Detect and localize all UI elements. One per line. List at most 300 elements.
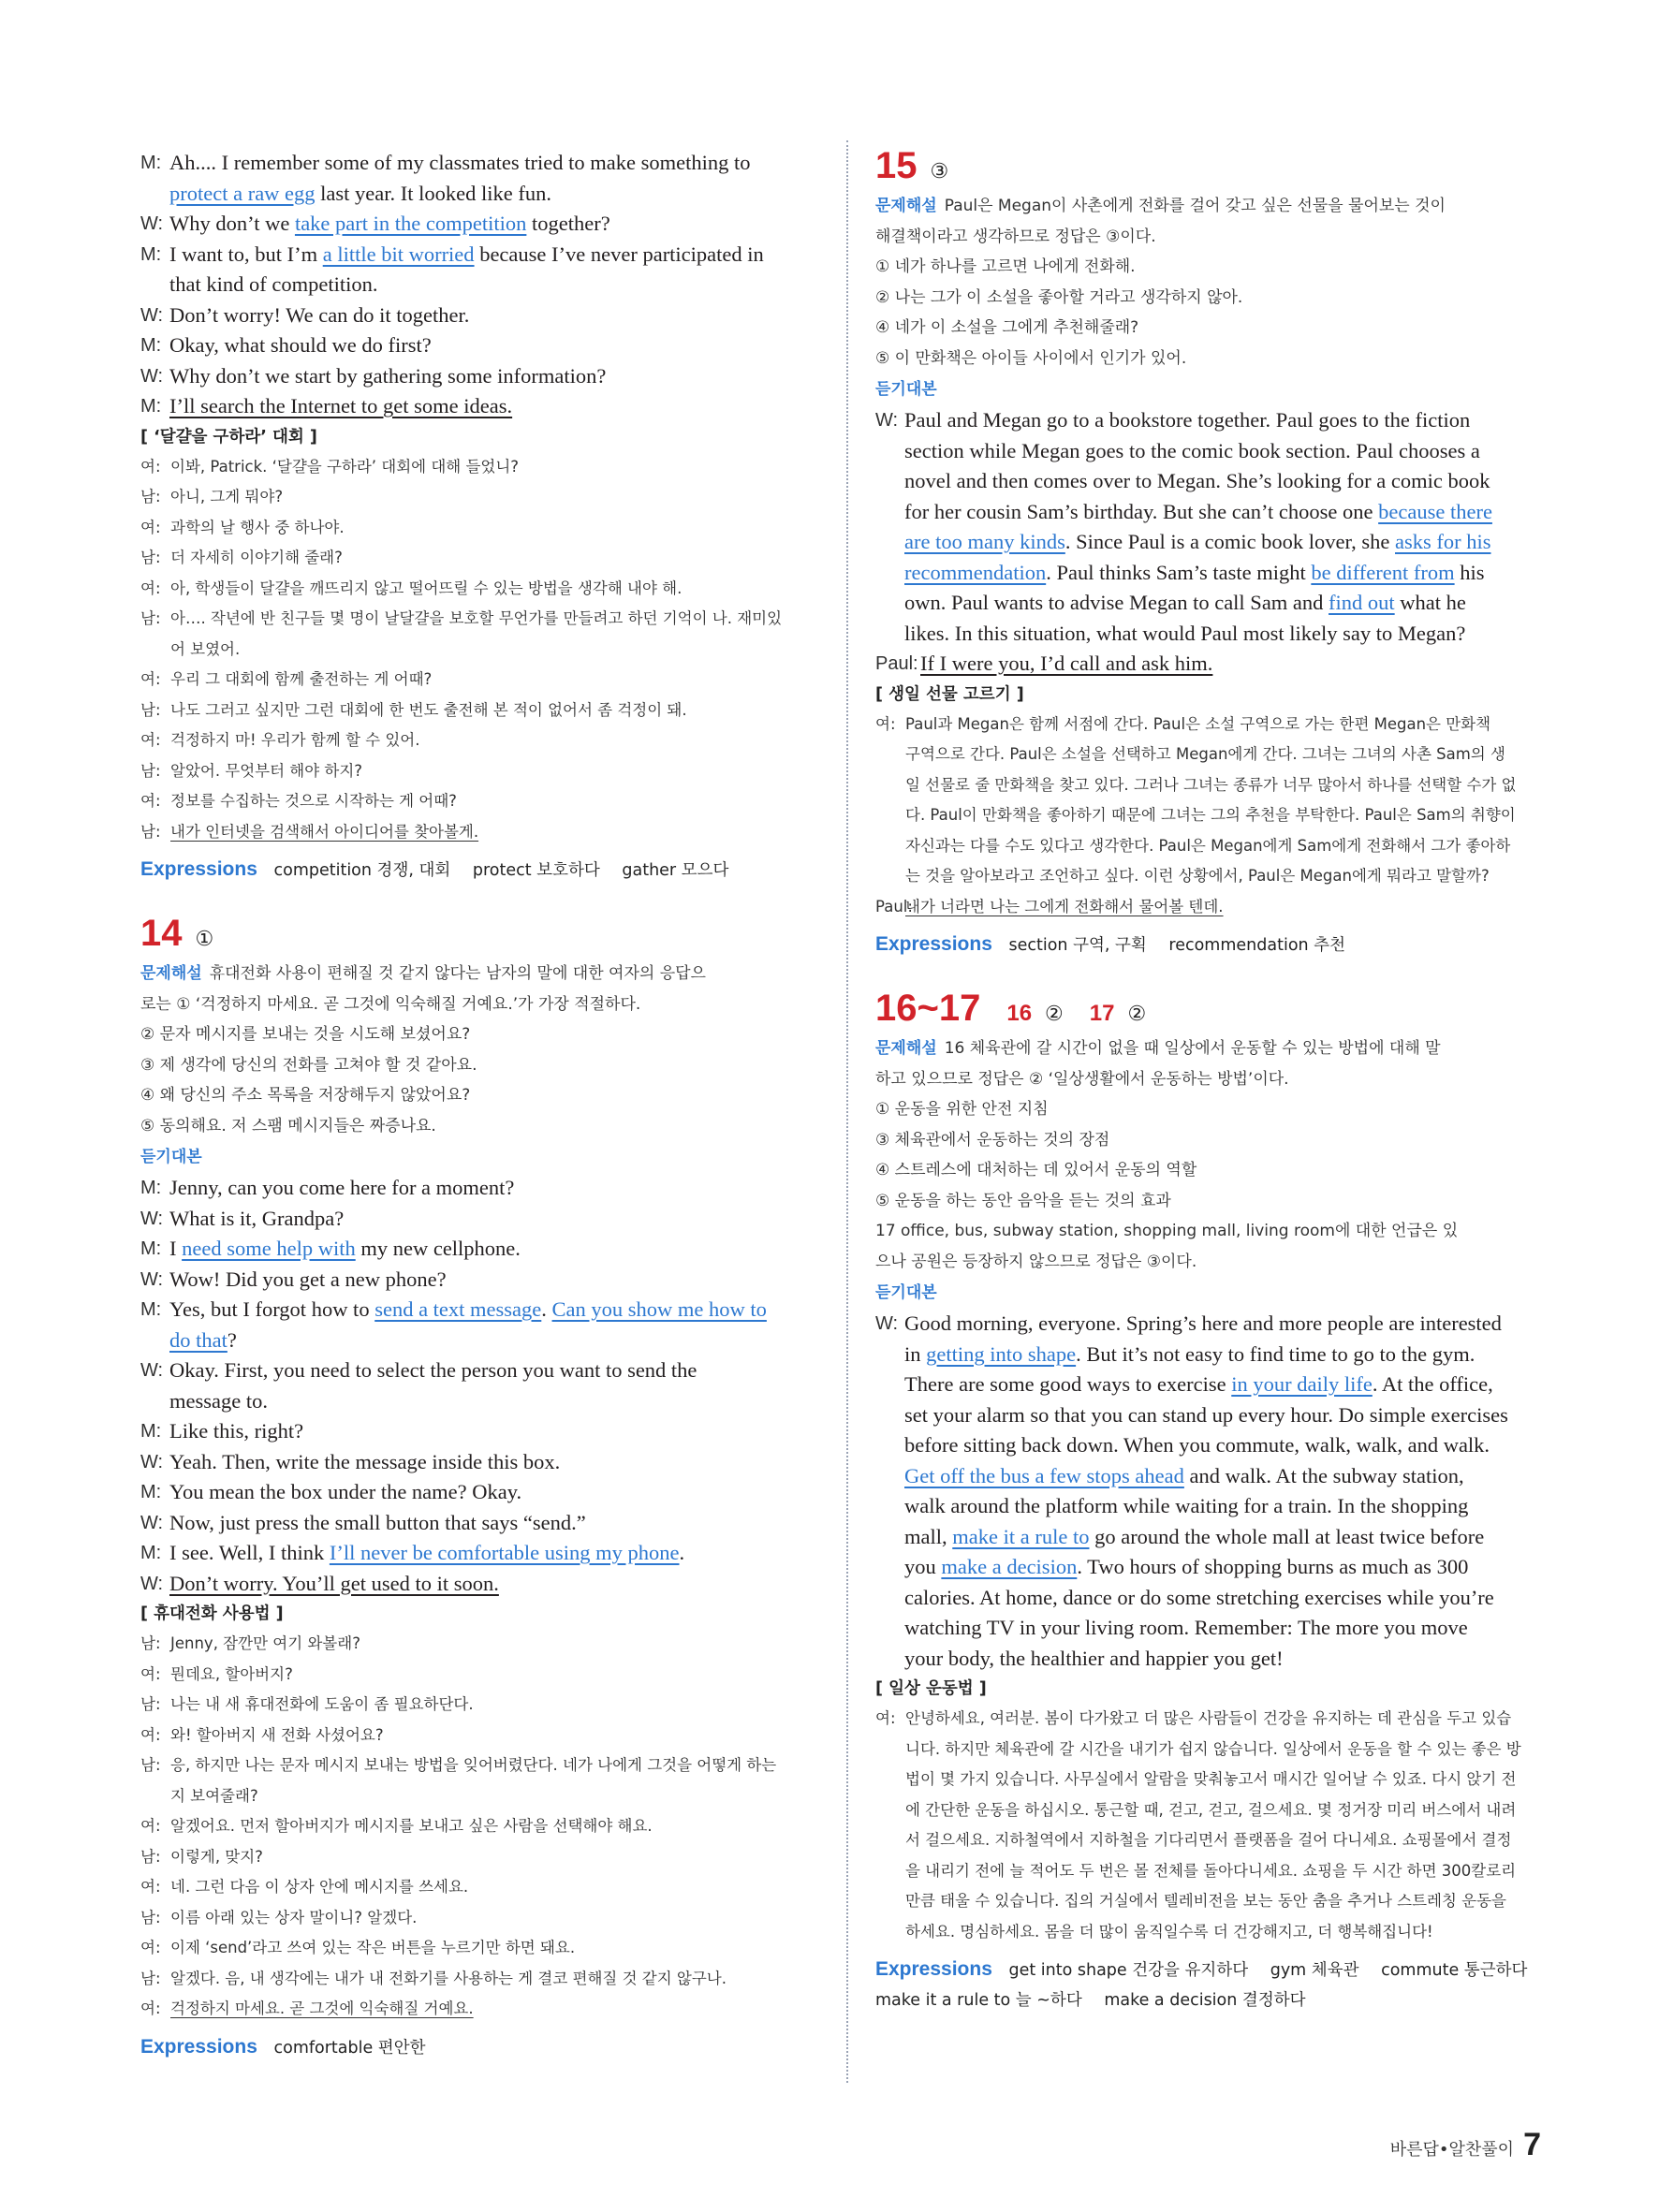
- dialogue-line: [140, 391, 810, 422]
- speaker-label: 여:: [140, 1664, 161, 1683]
- expression-item: gather 모으다: [622, 861, 729, 880]
- dialogue-line: [875, 466, 1545, 497]
- speaker-label: 남:: [140, 761, 161, 780]
- korean-line: [140, 1751, 810, 1781]
- plain-text: 이렇게, 맞지?: [170, 1847, 263, 1866]
- korean-line: [875, 710, 1545, 740]
- speaker-label: [875, 1522, 904, 1553]
- plain-text: . Since Paul is a comic book lover, she: [1064, 530, 1395, 553]
- plain-text: Paul and Megan go to a bookstore together. Paul goes to the fiction: [904, 408, 1471, 432]
- option-line: ④ 왜 당신의 주소 목록을 저장해두지 않았어요?: [140, 1086, 471, 1105]
- line-text: [169, 240, 810, 271]
- plain-text: Like this, right?: [169, 1419, 304, 1443]
- plain-text: 을 내리기 전에 늘 적어도 두 번은 몰 전체를 돌아다니세요. 쇼핑을 두 시간 하면 300칼로리: [905, 1861, 1517, 1880]
- line-text: [904, 1370, 1545, 1400]
- plain-text: section while Megan goes to the comic book section. Paul chooses a: [904, 438, 1480, 462]
- option-line: ② 나는 그가 이 소설을 좋아할 거라고 생각하지 않아.: [875, 287, 1243, 307]
- korean-line: [875, 861, 1545, 892]
- line-text: [905, 861, 1545, 892]
- expression-item: protect 보호하다: [472, 861, 600, 880]
- speaker-label: W:: [140, 1268, 164, 1290]
- dialogue-q14: [140, 1173, 810, 1599]
- speaker-label: W:: [140, 365, 164, 387]
- dialogue-line: [140, 1569, 810, 1600]
- plain-text: 하세요. 명심하세요. 몸을 더 많이 움직일수록 더 건강해지고, 더 행복해집니다!: [905, 1922, 1433, 1941]
- line-text: [169, 209, 810, 240]
- plain-text: 와! 할아버지 새 전화 사셨어요?: [170, 1725, 384, 1744]
- line-text: [905, 800, 1545, 831]
- dialogue-line: [140, 1204, 810, 1235]
- script-label: 듣기대본: [140, 1148, 202, 1166]
- speaker-label: [875, 1370, 904, 1400]
- plain-text: .: [679, 1541, 685, 1564]
- line-text: [904, 619, 1545, 650]
- explanation-q15: 문제해설 Paul은 Megan이 사촌에게 전화를 걸어 갖고 싶은 선물을 물어보는 것이: [875, 197, 1446, 215]
- line-text: [905, 1856, 1545, 1887]
- plain-text: because I’ve never participated in: [474, 242, 764, 266]
- speaker-label: [875, 1340, 904, 1370]
- speaker-label: [875, 1917, 905, 1948]
- line-text: [904, 1461, 1545, 1492]
- plain-text: 네. 그런 다음 이 상자 안에 메시지를 쓰세요.: [170, 1878, 469, 1896]
- speaker-label: 남:: [140, 822, 161, 841]
- dialogue-line: [875, 649, 1545, 680]
- korean-line: [875, 1856, 1545, 1887]
- korean-line: [875, 800, 1545, 831]
- dialogue-line: [875, 436, 1545, 467]
- plain-text: last year. It looked like fun.: [315, 181, 551, 205]
- plain-text: Don’t worry! We can do it together.: [169, 302, 470, 327]
- line-text: [169, 1295, 810, 1326]
- speaker-label: [875, 1583, 904, 1614]
- line-text: [904, 436, 1545, 467]
- korean-line: [140, 482, 810, 513]
- option-line: ① 운동을 위한 안전 지침: [875, 1100, 1049, 1119]
- speaker-label: M:: [140, 1299, 162, 1320]
- expression-item: gym 체육관: [1270, 1961, 1359, 1980]
- line-text: [169, 1508, 810, 1539]
- line-text: [904, 1400, 1545, 1431]
- plain-text: mall,: [904, 1524, 953, 1548]
- speaker-label: [875, 1491, 904, 1522]
- question-number-17: 17: [1089, 1001, 1115, 1026]
- speaker-label: 여:: [140, 1939, 161, 1956]
- korean-line: [140, 786, 810, 817]
- plain-text: 서 걸으세요. 지하철역에서 지하철을 기다리면서 플랫폼을 걸어 다니세요. 쇼핑몰에서 결정: [905, 1831, 1512, 1849]
- plain-text: watching TV in your living room. Remember: The more you move: [904, 1616, 1468, 1639]
- expression-item: comfortable 편안한: [273, 2038, 426, 2058]
- speaker-label: [875, 861, 905, 892]
- expression-item: recommendation 추천: [1168, 936, 1345, 955]
- explanation-label: 문제해설: [140, 964, 202, 983]
- line-text: [170, 1842, 810, 1873]
- plain-text: 나는 내 새 휴대전화에 도움이 좀 필요하단다.: [170, 1695, 474, 1713]
- speaker-label: W:: [140, 304, 164, 326]
- dialogue-line: [140, 300, 810, 331]
- answer-text: If I were you, I’d call and ask him.: [920, 652, 1213, 675]
- line-text: [170, 604, 810, 635]
- plain-text: 걱정하지 마! 우리가 함께 할 수 있어.: [170, 731, 420, 749]
- key-phrase: a little bit worried: [322, 242, 475, 266]
- key-phrase: be different from: [1311, 560, 1455, 584]
- line-text: [170, 574, 810, 605]
- dialogue-line: [140, 1538, 810, 1569]
- plain-text: your body, the healthier and happier you get!: [904, 1646, 1284, 1670]
- plain-text: Yes, but I forgot how to: [169, 1297, 375, 1321]
- plain-text: 다. Paul이 만화책을 좋아하기 때문에 그녀는 그의 추천을 부탁한다. Paul은 Sam의 취향이: [905, 806, 1516, 824]
- speaker-label: 남:: [140, 1969, 161, 1987]
- korean-line: [140, 1629, 810, 1660]
- expressions-q13: [140, 855, 810, 886]
- explanation-line: 으나 공원은 등장하지 않으므로 정답은 ③이다.: [875, 1252, 1197, 1271]
- plain-text: I see. Well, I think: [169, 1541, 330, 1564]
- plain-text: for her cousin Sam’s birthday. But she can’t choose one: [904, 499, 1379, 523]
- speaker-label: M:: [140, 153, 162, 173]
- dialogue-line: [140, 148, 810, 179]
- dialogue-line: [875, 1522, 1545, 1553]
- korean-line: [875, 1795, 1545, 1826]
- korean-line: [140, 1872, 810, 1903]
- korean-line: [875, 1735, 1545, 1765]
- plain-text: before sitting back down. When you commute, walk, walk, and walk.: [904, 1433, 1490, 1457]
- korean-title: [ 일상 운동법 ]: [875, 1679, 987, 1698]
- line-text: [169, 361, 810, 392]
- speaker-label: 여:: [140, 518, 161, 536]
- dialogue-line: [875, 1613, 1545, 1644]
- line-text: [170, 1781, 810, 1812]
- line-text: [169, 270, 810, 300]
- plain-text: 니다. 하지만 체육관에 갈 시간을 내기가 쉽지 않습니다. 일상에서 운동을 할 수 있는 좋은 방: [905, 1739, 1521, 1758]
- line-text: [170, 1964, 810, 1995]
- dialogue-line: [875, 1430, 1545, 1461]
- speaker-label: [875, 497, 904, 528]
- right-column: [875, 145, 1545, 2015]
- line-text: [170, 1872, 810, 1903]
- speaker-label: M:: [140, 1421, 162, 1442]
- speaker-label: W:: [140, 1360, 164, 1381]
- plain-text: Okay, what should we do first?: [169, 333, 432, 357]
- plain-text: Wow! Did you get a new phone?: [169, 1267, 447, 1291]
- line-text: [904, 558, 1545, 589]
- dialogue-line: [875, 1309, 1545, 1340]
- plain-text: set your alarm so that you can stand up every hour. Do simple exercises: [904, 1402, 1508, 1427]
- question-number-16: 16: [1006, 1001, 1033, 1026]
- korean-line: [140, 574, 810, 605]
- plain-text: You mean the box under the name? Okay.: [169, 1480, 522, 1503]
- korean-line: [140, 1690, 810, 1721]
- line-text: [170, 786, 810, 817]
- line-text: [920, 649, 1545, 680]
- speaker-label: 여:: [140, 2000, 161, 2017]
- line-text: [169, 1416, 810, 1447]
- line-text: [170, 1660, 810, 1691]
- speaker-label: [140, 179, 169, 210]
- line-text: [905, 1917, 1545, 1948]
- line-text: [905, 1825, 1545, 1856]
- speaker-label: W:: [140, 1512, 164, 1533]
- line-text: [904, 1340, 1545, 1370]
- plain-text: Ah.... I remember some of my classmates tried to make something to: [169, 151, 751, 174]
- speaker-label: 여:: [140, 457, 161, 476]
- speaker-label: M:: [140, 335, 162, 356]
- speaker-label: [875, 436, 904, 467]
- dialogue-line: [140, 330, 810, 361]
- speaker-label: W:: [140, 1573, 164, 1594]
- plain-text: together?: [526, 212, 610, 235]
- speaker-label: [875, 1644, 904, 1675]
- option-line: ⑤ 동의해요. 저 스팸 메시지들은 짜증나요.: [140, 1116, 436, 1135]
- key-phrase: make a decision: [941, 1555, 1078, 1578]
- korean-line: [140, 543, 810, 574]
- speaker-label: [875, 527, 904, 558]
- line-text: [170, 1721, 810, 1751]
- speaker-label: W:: [875, 410, 899, 431]
- korean-line: [140, 635, 810, 666]
- speaker-label: 여:: [140, 670, 161, 688]
- line-text: [904, 1522, 1545, 1553]
- line-text: [169, 1386, 810, 1417]
- expression-item: commute 통근하다: [1381, 1961, 1528, 1980]
- option-line: ② 문자 메시지를 보내는 것을 시도해 보셨어요?: [140, 1025, 471, 1044]
- plain-text: . Two hours of shopping burns as much as 300: [1077, 1555, 1469, 1578]
- explanation-label: 문제해설: [875, 197, 937, 215]
- question-header-16-17: [875, 983, 1545, 1033]
- key-phrase: take part in the competition: [294, 212, 527, 235]
- plain-text: .: [541, 1297, 552, 1321]
- plain-text: 나도 그러고 싶지만 그런 대회에 한 번도 출전해 본 적이 없어서 좀 걱정이 돼.: [170, 700, 687, 719]
- explanation-line: 해결책이라고 생각하므로 정답은 ③이다.: [875, 227, 1156, 246]
- speaker-label: M:: [140, 1543, 162, 1563]
- speaker-label: M:: [140, 243, 162, 265]
- line-text: [904, 1644, 1545, 1675]
- plain-text: Jenny, 잠깐만 여기 와볼래?: [170, 1634, 360, 1652]
- korean-line: [875, 831, 1545, 862]
- line-text: [170, 635, 810, 666]
- plain-text: 에 간단한 운동을 하십시오. 통근할 때, 걷고, 걷고, 걸으세요. 몇 정거장 미리 버스에서 내려: [905, 1800, 1517, 1819]
- speaker-label: W:: [140, 1451, 164, 1472]
- plain-text: 일 선물로 줄 만화책을 찾고 있다. 그러나 그녀는 종류가 너무 많아서 하나를 선택할 수가 없: [905, 775, 1517, 794]
- question-header-14: [140, 908, 810, 959]
- line-text: [169, 391, 810, 422]
- line-text: [169, 1447, 810, 1478]
- dialogue-line: [140, 361, 810, 392]
- explanation-q14: 문제해설 휴대전화 사용이 편해질 것 같지 않다는 남자의 말에 대한 여자의 응답으: [140, 964, 706, 983]
- speaker-label: Paul:: [875, 653, 918, 674]
- line-text: [169, 330, 810, 361]
- explanation-line: 로는 ① ‘걱정하지 마세요. 곧 그것에 익숙해질 거예요.’가 가장 적절하다.: [140, 994, 641, 1014]
- plain-text: go around the whole mall at least twice before: [1089, 1524, 1485, 1548]
- plain-text: 자신과는 다를 수도 있다고 생각한다. Paul은 Megan에게 Sam에게 전화해서 그가 좋아하: [905, 836, 1511, 855]
- speaker-label: [875, 740, 905, 770]
- speaker-label: [875, 1825, 905, 1856]
- korean-line: [140, 1660, 810, 1691]
- plain-text: 알겠어요. 먼저 할아버지가 메시지를 보내고 싶은 사람을 선택해야 해요.: [170, 1817, 653, 1835]
- option-line: ⑤ 이 만화책은 아이들 사이에서 인기가 있어.: [875, 348, 1187, 368]
- speaker-label: 남:: [140, 1634, 161, 1652]
- speaker-label: M:: [140, 1178, 162, 1198]
- speaker-label: [875, 1856, 905, 1887]
- speaker-label: [875, 1765, 905, 1795]
- plain-text: 이름 아래 있는 상자 말이니? 알겠다.: [170, 1908, 418, 1926]
- korean-line: [875, 1765, 1545, 1795]
- korean-line: [875, 1917, 1545, 1948]
- answer-mark: ①: [195, 927, 214, 950]
- dialogue-line: [875, 1644, 1545, 1675]
- speaker-label: [140, 1781, 170, 1812]
- explanation-label: 문제해설: [875, 1039, 937, 1058]
- line-text: [170, 452, 810, 483]
- korean-line: [875, 740, 1545, 770]
- answer-text: Don’t worry. You’ll get used to it soon.: [169, 1571, 499, 1595]
- line-text: [904, 466, 1545, 497]
- line-text: [905, 1795, 1545, 1826]
- korean-title: [ 생일 선물 고르기 ]: [875, 684, 1024, 704]
- korean-translation-q14: [140, 1629, 810, 2025]
- line-text: [170, 482, 810, 513]
- answer-text: 걱정하지 마세요. 곧 그것에 익숙해질 거예요.: [170, 2000, 474, 2017]
- line-text: [170, 817, 810, 848]
- dialogue-line: [140, 1477, 810, 1508]
- plain-text: 알겠다. 음, 내 생각에는 내가 내 전화기를 사용하는 게 결코 편해질 것 같지 않구나.: [170, 1969, 727, 1987]
- plain-text: 이제 ‘send’라고 쓰여 있는 작은 버튼을 누르기만 하면 돼요.: [170, 1939, 576, 1956]
- korean-translation-q13: [140, 452, 810, 848]
- dialogue-line: [875, 1491, 1545, 1522]
- option-line: ④ 네가 이 소설을 그에게 추천해줄래?: [875, 318, 1139, 337]
- speaker-label: 여:: [140, 579, 161, 597]
- plain-text: own. Paul wants to advise Megan to call Sam and: [904, 591, 1329, 614]
- plain-text: I want to, but I’m: [169, 242, 323, 266]
- speaker-label: [875, 1552, 904, 1583]
- line-text: [904, 1309, 1545, 1340]
- plain-text: . But it’s not easy to find time to go to the gym.: [1076, 1341, 1475, 1366]
- expression-item: make it a rule to 늘 ~하다: [875, 1991, 1082, 2010]
- plain-text: calories. At home, dance or do some stretching exercises while you’re: [904, 1585, 1494, 1609]
- column-divider: [846, 140, 848, 2083]
- key-phrase: in your daily life: [1231, 1372, 1373, 1396]
- dialogue-line: [140, 1265, 810, 1296]
- plain-text: 안녕하세요, 여러분. 봄이 다가왔고 더 많은 사람들이 건강을 유지하는 데 관심을 두고 있습: [905, 1709, 1512, 1727]
- dialogue-line: [875, 527, 1545, 558]
- line-text: [170, 513, 810, 544]
- plain-text: that kind of competition.: [169, 272, 378, 296]
- question-number: 15: [875, 145, 918, 186]
- korean-line: [140, 1964, 810, 1995]
- line-text: [905, 740, 1545, 770]
- plain-text: 아, 학생들이 달걀을 깨뜨리지 않고 떨어뜨릴 수 있는 방법을 생각해 내야 해.: [170, 579, 683, 597]
- plain-text: walk around the platform while waiting for a train. In the shopping: [904, 1494, 1469, 1517]
- speaker-label: M:: [140, 1482, 162, 1502]
- plain-text: . Paul thinks Sam’s taste might: [1046, 560, 1312, 584]
- script-label: 듣기대본: [875, 380, 937, 399]
- expression-item: make a decision 결정하다: [1104, 1991, 1306, 2010]
- line-text: [169, 1204, 810, 1235]
- line-text: [904, 1583, 1545, 1614]
- line-text: [170, 756, 810, 787]
- plain-text: ?: [227, 1327, 237, 1352]
- question-number: 16~17: [875, 988, 981, 1029]
- speaker-label: [875, 1886, 905, 1917]
- speaker-label: W:: [875, 1313, 899, 1334]
- speaker-label: 여:: [140, 1817, 161, 1835]
- key-phrase: do that: [169, 1327, 228, 1352]
- korean-line: [875, 1704, 1545, 1735]
- dialogue-line: [875, 405, 1545, 436]
- dialogue-line: [875, 619, 1545, 650]
- dialogue-line: [875, 588, 1545, 619]
- dialogue-line: [140, 1234, 810, 1265]
- left-column: [140, 148, 810, 2063]
- korean-line: [875, 1886, 1545, 1917]
- line-text: [905, 831, 1545, 862]
- dialogue-line: [140, 1326, 810, 1356]
- speaker-label: 남:: [140, 1908, 161, 1926]
- speaker-label: 여:: [140, 731, 161, 749]
- key-phrase: protect a raw egg: [169, 181, 316, 205]
- key-phrase: need some help with: [182, 1237, 356, 1260]
- expressions-label: Expressions: [140, 2035, 257, 2058]
- expressions-q15: [875, 930, 1545, 960]
- korean-line: [140, 696, 810, 726]
- line-text: [170, 1629, 810, 1660]
- explanation-q17: 17 office, bus, subway station, shopping mall, living room에 대한 언급은 있: [875, 1222, 1459, 1240]
- korean-line: [140, 1933, 810, 1964]
- line-text: [170, 1751, 810, 1781]
- option-line: ③ 제 생각에 당신의 전화를 고쳐야 할 것 같아요.: [140, 1055, 477, 1075]
- line-text: [904, 1430, 1545, 1461]
- korean-translation-q16-17: [875, 1704, 1545, 1947]
- korean-line: [140, 1811, 810, 1842]
- dialogue-line: [875, 497, 1545, 528]
- speaker-label: W:: [140, 1208, 164, 1229]
- speaker-label: W:: [140, 213, 164, 234]
- dialogue-line: [140, 1386, 810, 1417]
- key-phrase: asks for his: [1395, 530, 1491, 553]
- speaker-label: [875, 800, 905, 831]
- plain-text: I: [169, 1237, 183, 1260]
- expressions-label: Expressions: [875, 1958, 992, 1980]
- expressions-label: Expressions: [140, 858, 257, 880]
- explanation-q16: 문제해설 16 체육관에 갈 시간이 없을 때 일상에서 운동할 수 있는 방법에 대해 말: [875, 1039, 1441, 1058]
- line-text: [169, 1355, 810, 1386]
- line-text: [169, 1173, 810, 1204]
- korean-title: [ 휴대전화 사용법 ]: [140, 1604, 284, 1623]
- dialogue-line: [140, 1447, 810, 1478]
- question-number: 14: [140, 913, 183, 954]
- speaker-label: [875, 1735, 905, 1765]
- plain-text: 지 보여줄래?: [170, 1786, 258, 1805]
- expression-item: competition 경쟁, 대회: [273, 861, 451, 880]
- dialogue-line: [140, 1508, 810, 1539]
- korean-line: [140, 665, 810, 696]
- line-text: [904, 1613, 1545, 1644]
- line-text: [905, 1765, 1545, 1795]
- line-text: [904, 1552, 1545, 1583]
- speaker-label: 남:: [140, 549, 161, 566]
- korean-line: [140, 604, 810, 635]
- line-text: [169, 179, 810, 210]
- line-text: [905, 1886, 1545, 1917]
- answer-text: 내가 너라면 나는 그에게 전화해서 물어볼 텐데.: [905, 897, 1224, 916]
- plain-text: Yeah. Then, write the message inside this box.: [169, 1449, 561, 1473]
- line-text: [904, 1491, 1545, 1522]
- dialogue-line: [140, 240, 810, 271]
- line-text: [904, 405, 1545, 436]
- script-label: 듣기대본: [875, 1283, 937, 1302]
- key-phrase: because there: [1378, 499, 1492, 523]
- key-phrase: Get off the bus a few stops ahead: [904, 1463, 1184, 1487]
- line-text: [905, 1735, 1545, 1765]
- line-text: [904, 497, 1545, 528]
